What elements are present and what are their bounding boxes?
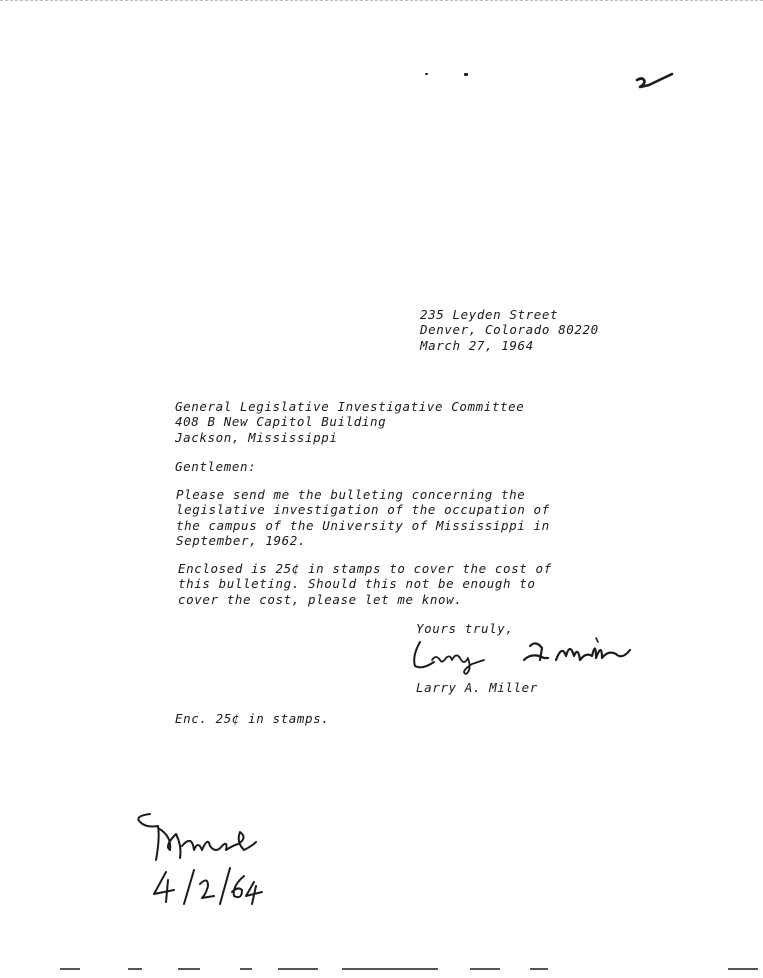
body-paragraph-2 xyxy=(178,561,552,607)
signer-name: Larry A. Miller xyxy=(416,680,538,695)
paragraph-1-line: legislative investigation of the occupation of xyxy=(176,502,550,518)
body-paragraph-1 xyxy=(176,487,550,549)
sender-city: Denver, Colorado 80220 xyxy=(420,322,599,338)
enclosure-note: Enc. 25¢ in stamps. xyxy=(175,711,330,726)
paragraph-2-line: cover the cost, please let me know. xyxy=(178,591,463,607)
sender-street: 235 Leyden Street xyxy=(420,307,559,322)
salutation: Gentlemen: xyxy=(175,459,257,474)
recipient-line-2: 408 B New Capitol Building xyxy=(175,414,387,430)
recipient-line-1: General Legislative Investigative Committee xyxy=(175,399,525,414)
page-top-edge xyxy=(0,0,763,3)
page-bottom-edge xyxy=(0,966,763,974)
sender-address xyxy=(420,307,599,353)
paragraph-1-line: Please send me the bulleting concerning the xyxy=(176,487,526,502)
paragraph-2-line: this bulleting. Should this not be enough to xyxy=(178,576,536,592)
paragraph-1-line: September, 1962. xyxy=(176,533,307,549)
recipient-address xyxy=(175,399,524,445)
letter-date: March 27, 1964 xyxy=(420,337,534,353)
recipient-line-3: Jackson, Mississippi xyxy=(175,429,338,445)
handwritten-mailed-note xyxy=(132,806,267,908)
closing: Yours truly, xyxy=(416,621,514,636)
signature xyxy=(406,636,636,676)
paragraph-1-line: the campus of the University of Mississippi in xyxy=(176,517,550,533)
paragraph-2-line: Enclosed is 25¢ in stamps to cover the cost of xyxy=(178,561,552,576)
page-number-mark xyxy=(634,70,676,92)
